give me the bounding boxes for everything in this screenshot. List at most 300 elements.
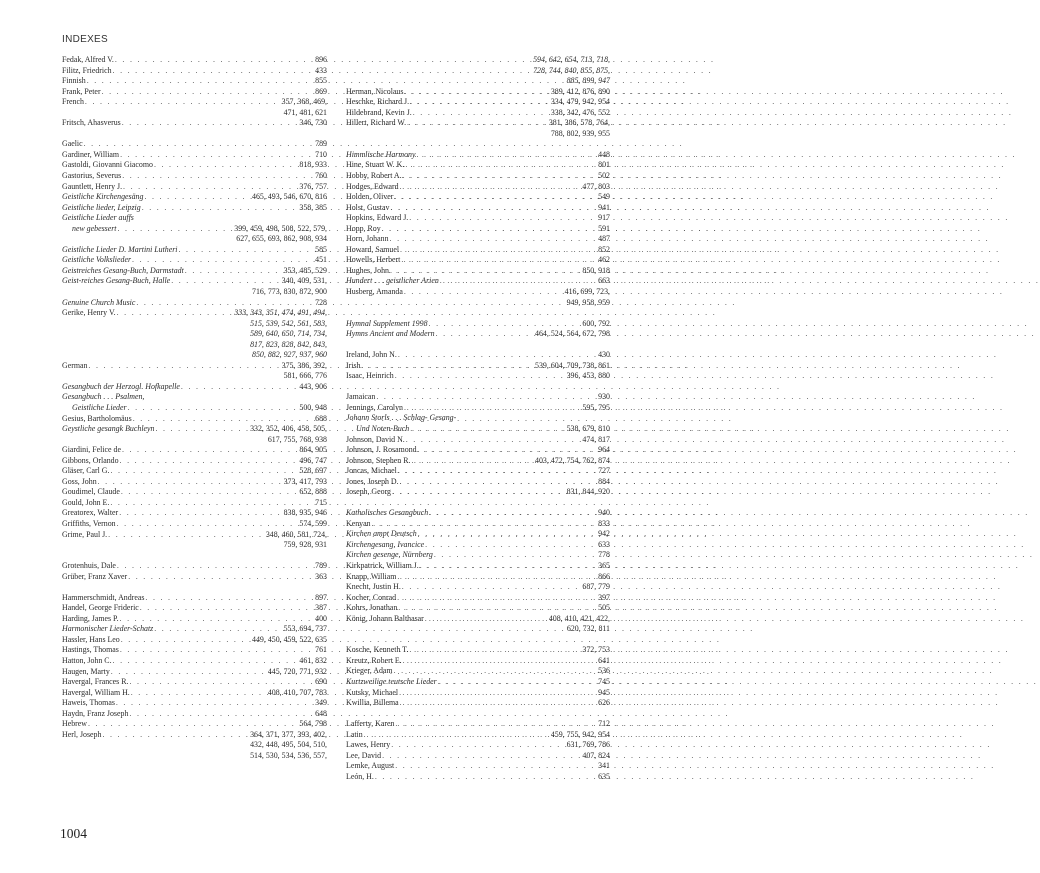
index-entry-line bbox=[62, 498, 327, 509]
index-entry-name: Haydn, Franz Joseph bbox=[62, 708, 129, 718]
index-entry-pages: 400 bbox=[315, 613, 327, 623]
index-entry-line bbox=[62, 392, 327, 403]
index-entry-continuation: 589, 640, 650, 714, 734, bbox=[250, 329, 327, 339]
index-entry-pages: 728 bbox=[315, 297, 327, 307]
index-entry-pages: 365 bbox=[598, 561, 610, 571]
leader-dots bbox=[403, 403, 582, 414]
index-entry-line bbox=[62, 456, 327, 467]
index-entry bbox=[62, 224, 327, 245]
index-entry-line bbox=[346, 719, 610, 730]
index-entry-name: Hillert, Richard W. bbox=[346, 118, 407, 128]
index-entry bbox=[346, 508, 610, 519]
index-entry-pages: 459, 755, 942, 954 bbox=[550, 729, 610, 739]
index-entry bbox=[346, 751, 610, 762]
leader-dots bbox=[360, 361, 535, 372]
index-entry-pages: 690 bbox=[315, 677, 327, 687]
index-entry bbox=[346, 171, 610, 182]
index-entry-line bbox=[346, 224, 610, 235]
index-entry-name: Finnish bbox=[62, 76, 86, 86]
leader-dots bbox=[128, 709, 315, 720]
index-entry-line bbox=[62, 224, 327, 235]
index-entry bbox=[346, 529, 610, 540]
leader-dots bbox=[154, 424, 250, 435]
index-entry-line bbox=[62, 603, 327, 614]
index-entry-line bbox=[62, 255, 327, 266]
leader-dots bbox=[119, 645, 315, 656]
index-entry-pages: 789 bbox=[315, 561, 327, 571]
index-entry-name: Fedak, Alfred V. bbox=[62, 55, 114, 64]
index-entry-line bbox=[346, 276, 610, 287]
leader-dots bbox=[424, 614, 549, 625]
index-entry-line bbox=[346, 603, 610, 614]
index-entry-pages: 688 bbox=[315, 413, 327, 423]
index-entry bbox=[62, 87, 327, 98]
index-entry bbox=[346, 224, 610, 235]
leader-dots bbox=[417, 529, 598, 540]
index-entry-line bbox=[62, 719, 327, 730]
index-entry-name: Genuine Church Music bbox=[62, 297, 136, 307]
index-entry bbox=[62, 709, 327, 720]
index-entry bbox=[346, 97, 610, 108]
index-entry-pages: 445, 720, 771, 932 bbox=[267, 666, 327, 676]
index-entry-name: Kenyan bbox=[346, 518, 371, 528]
leader-dots bbox=[139, 603, 315, 614]
index-entry-line bbox=[346, 666, 610, 677]
leader-dots bbox=[389, 234, 599, 245]
leader-dots bbox=[417, 445, 599, 456]
leader-dots bbox=[405, 435, 583, 446]
index-entry-pages: 663 bbox=[598, 276, 610, 286]
index-entry bbox=[346, 582, 610, 593]
index-entry-pages: 641 bbox=[598, 655, 610, 665]
index-entry bbox=[62, 624, 327, 635]
index-entry-line bbox=[346, 213, 610, 224]
index-entry-pages: 833 bbox=[598, 518, 610, 528]
index-entry-name: Greatorex, Walter bbox=[62, 508, 119, 518]
index-entry-name: König, Johann Balthasar bbox=[346, 613, 424, 623]
index-entry bbox=[62, 572, 327, 583]
index-entry-name: Gould, John E. bbox=[62, 497, 110, 507]
index-entry-line bbox=[346, 87, 610, 98]
leader-dots bbox=[170, 276, 281, 287]
leader-dots bbox=[84, 97, 282, 108]
leader-dots bbox=[375, 392, 598, 403]
index-entry-pages: 341 bbox=[598, 761, 610, 771]
leader-dots bbox=[381, 751, 582, 762]
index-entry-line bbox=[346, 677, 610, 688]
index-entry bbox=[62, 656, 327, 667]
index-entry-line bbox=[62, 171, 327, 182]
index-entry-pages: 416, 699, 723, bbox=[564, 286, 610, 296]
index-entry-name: Johnson, Stephen R. bbox=[346, 455, 411, 465]
index-entry-name: Holden, Oliver bbox=[346, 192, 394, 202]
index-entry bbox=[346, 276, 610, 287]
index-entry bbox=[346, 424, 610, 435]
leader-dots bbox=[363, 730, 551, 741]
index-entry-pages: 727 bbox=[598, 466, 610, 476]
index-entry-name: Griffiths, Vernon bbox=[62, 519, 116, 529]
index-entry-pages: 443, 906 bbox=[299, 381, 327, 391]
index-entry-pages: 364, 371, 377, 393, 402, bbox=[250, 729, 327, 739]
index-entry-name: Kirkpatrick, William J. bbox=[346, 561, 419, 571]
index-entry-pages: 372, 753 bbox=[582, 645, 610, 655]
index-entry-pages: 538, 679, 810 bbox=[566, 423, 610, 433]
index-entry bbox=[62, 477, 327, 488]
leader-dots bbox=[437, 677, 598, 688]
index-entry bbox=[346, 772, 610, 783]
index-entry-pages: 564, 798 bbox=[299, 719, 327, 729]
index-entry-pages: 363 bbox=[315, 571, 327, 581]
index-entry bbox=[346, 192, 610, 203]
index-entry-line bbox=[62, 635, 327, 646]
leader-dots bbox=[398, 688, 598, 699]
leader-dots bbox=[428, 319, 583, 330]
index-entry-name: Hymnal Supplement 1998 bbox=[346, 318, 428, 328]
index-entry-pages: 941 bbox=[598, 202, 610, 212]
index-entry-pages: 536 bbox=[598, 666, 610, 676]
index-entry bbox=[62, 392, 327, 403]
index-entry bbox=[62, 667, 327, 678]
index-entry bbox=[62, 498, 327, 509]
index-entry-pages: 761 bbox=[315, 645, 327, 655]
index-entry-pages: 387 bbox=[315, 603, 327, 613]
index-entry-pages: 964 bbox=[598, 445, 610, 455]
leader-dots bbox=[107, 530, 266, 541]
index-entry-line bbox=[346, 466, 610, 477]
index-entry-pages: 852 bbox=[598, 244, 610, 254]
index-entry-continuation: 728, 744, 840, 855, 875, bbox=[533, 65, 610, 75]
index-entry bbox=[346, 266, 610, 277]
index-entry-line bbox=[62, 624, 327, 635]
index-entry-line bbox=[346, 561, 610, 572]
index-entry-continuation: 514, 530, 534, 536, 557, bbox=[250, 750, 327, 760]
index-entry-line bbox=[346, 192, 610, 203]
index-entry bbox=[346, 329, 610, 340]
index-entry-line bbox=[62, 414, 327, 425]
index-entry-pages: 403, 472, 754, 762, 874 bbox=[535, 455, 610, 465]
index-entry-pages: 818, 933 bbox=[299, 160, 327, 170]
index-entry-line bbox=[62, 593, 327, 604]
leader-dots bbox=[415, 150, 598, 161]
leader-dots bbox=[83, 139, 316, 150]
index-entry-name: Hodges, Edward bbox=[346, 181, 399, 191]
leader-dots bbox=[97, 477, 284, 488]
index-entry-pages: 349 bbox=[315, 698, 327, 708]
index-entry bbox=[62, 298, 327, 309]
index-entry-name: Johnson, J. Rosamond bbox=[346, 445, 417, 455]
index-entry-name: Gesangbuch der Herzogl. Hofkapelle bbox=[62, 381, 180, 391]
index-entry bbox=[62, 730, 327, 762]
leader-dots bbox=[116, 308, 235, 319]
leader-dots bbox=[127, 403, 300, 414]
leader-dots bbox=[141, 203, 300, 214]
index-entry-name: Kohrs, Jonathan bbox=[346, 603, 398, 613]
index-entry bbox=[62, 255, 327, 266]
index-entry-pages: 348, 460, 581, 724, bbox=[265, 529, 327, 539]
index-entry bbox=[346, 403, 610, 414]
leader-dots bbox=[121, 118, 300, 129]
index-entry-line bbox=[346, 529, 610, 540]
index-entry-continuation: 885, 899, 947 bbox=[566, 76, 610, 86]
index-entry-name: Katholisches Gesangbuch bbox=[346, 508, 429, 518]
leader-dots bbox=[393, 666, 599, 677]
index-entry-pages: 464, 524, 564, 672, 798 bbox=[535, 329, 610, 339]
index-entry bbox=[62, 561, 327, 572]
index-entry-continuation: 620, 732, 811 bbox=[566, 624, 610, 634]
index-entry bbox=[62, 203, 327, 214]
index-entry-pages: 917 bbox=[598, 213, 610, 223]
index-entry bbox=[62, 66, 327, 77]
index-entry bbox=[346, 730, 610, 741]
index-entry-line bbox=[62, 118, 327, 129]
index-entry bbox=[346, 740, 610, 751]
index-entry-name: Geystliche gesangk Buchleyn bbox=[62, 424, 155, 434]
index-entry bbox=[62, 55, 327, 66]
index-entry-line bbox=[346, 508, 610, 519]
index-entry bbox=[62, 677, 327, 688]
index-entry-pages: 631, 769, 786 bbox=[566, 740, 610, 750]
index-entry-pages: 831, 844, 920 bbox=[566, 487, 610, 497]
index-entry bbox=[62, 456, 327, 467]
index-entry-name: Kocher, Conrad bbox=[346, 592, 397, 602]
leader-dots bbox=[410, 456, 535, 467]
index-entry-name: new gebessert bbox=[72, 223, 117, 233]
index-entry-name: Goss, John bbox=[62, 476, 97, 486]
index-entry bbox=[346, 150, 610, 161]
index-entry-line bbox=[62, 519, 327, 530]
index-entry-name: Herman, Nicolaus bbox=[346, 86, 404, 96]
index-entry-name: Knecht, Justin H. bbox=[346, 582, 401, 592]
index-entry-pages: 945 bbox=[598, 687, 610, 697]
leader-dots bbox=[120, 635, 252, 646]
leader-dots bbox=[116, 519, 300, 530]
leader-dots bbox=[390, 740, 566, 751]
leader-dots bbox=[396, 572, 598, 583]
index-entry bbox=[62, 76, 327, 87]
leader-dots bbox=[402, 171, 599, 182]
index-entry bbox=[346, 761, 610, 772]
index-entry-line bbox=[346, 329, 610, 340]
index-entry-name: Herl, Joseph bbox=[62, 729, 102, 739]
leader-dots bbox=[127, 572, 315, 583]
index-entry-name: Kirchen ampt Deutsch bbox=[346, 529, 417, 539]
index-entry-name: Hildebrand, Kevin J. bbox=[346, 107, 412, 117]
index-entry-pages: 334, 479, 942, 954 bbox=[550, 97, 610, 107]
index-entry bbox=[346, 688, 610, 699]
index-entry-name: Hobby, Robert A. bbox=[346, 170, 402, 180]
index-entry-pages: 448 bbox=[598, 149, 610, 159]
index-entry-line bbox=[346, 413, 610, 424]
index-entry bbox=[62, 698, 327, 709]
index-entry bbox=[346, 255, 610, 266]
index-entry bbox=[62, 139, 327, 150]
leader-dots bbox=[401, 582, 583, 593]
index-entry-pages: 940 bbox=[598, 508, 610, 518]
leader-dots bbox=[435, 329, 535, 340]
leader-dots bbox=[396, 593, 598, 604]
index-entry-name: Grüber, Franz Xaver bbox=[62, 571, 128, 581]
index-entry-name: Krieger, Adam bbox=[346, 666, 393, 676]
index-entry-pages: 502 bbox=[598, 170, 610, 180]
index-entry bbox=[346, 182, 610, 193]
index-entry-name: Gardiner, William bbox=[62, 149, 120, 159]
index-column-left bbox=[62, 55, 327, 762]
leader-dots bbox=[409, 424, 566, 435]
index-entry-line bbox=[346, 266, 610, 277]
index-entry-pages: 528, 697 bbox=[299, 466, 327, 476]
index-entry-pages: 801 bbox=[598, 160, 610, 170]
leader-dots bbox=[394, 371, 567, 382]
index-entry-pages: 487 bbox=[598, 234, 610, 244]
index-entry bbox=[62, 266, 327, 277]
index-entry-pages: 574, 599 bbox=[299, 519, 327, 529]
index-entry-pages: 449, 450, 459, 522, 635 bbox=[252, 634, 327, 644]
index-entry-line bbox=[62, 160, 327, 171]
index-entry-name: Howells, Herbert bbox=[346, 255, 401, 265]
leader-dots bbox=[419, 561, 598, 572]
index-entry-name: Gaelic bbox=[62, 139, 83, 149]
index-entry-pages: 399, 459, 498, 508, 522, 579, bbox=[234, 223, 327, 233]
leader-dots bbox=[394, 761, 598, 772]
leader-dots bbox=[439, 276, 598, 287]
index-entry-line bbox=[62, 266, 327, 277]
index-entry-line bbox=[346, 435, 610, 446]
leader-dots bbox=[403, 87, 550, 98]
index-entry-pages: 407, 824 bbox=[582, 750, 610, 760]
leader-dots bbox=[112, 66, 316, 77]
index-entry-line bbox=[62, 487, 327, 498]
index-entry-name: Hebrew bbox=[62, 719, 87, 729]
index-entry bbox=[62, 213, 327, 224]
index-entry-name: French bbox=[62, 97, 84, 107]
index-entry bbox=[62, 635, 327, 646]
index-entry-name: Heschke, Richard J. bbox=[346, 97, 410, 107]
index-entry-name: Geistliche Lieder D. Martini Lutheri bbox=[62, 244, 178, 254]
index-entry bbox=[346, 361, 610, 372]
leader-dots bbox=[389, 203, 598, 214]
index-entry-line bbox=[62, 76, 327, 87]
index-entry-line bbox=[62, 508, 327, 519]
index-entry-pages: 340, 409, 531, bbox=[281, 276, 327, 286]
leader-dots bbox=[404, 160, 598, 171]
index-entry-pages: 635 bbox=[598, 771, 610, 781]
index-entry-pages: 465, 493, 546, 670, 816 bbox=[252, 192, 327, 202]
index-entry bbox=[62, 245, 327, 256]
index-entry-name: Hatton, John C. bbox=[62, 656, 112, 666]
index-entry-name: Hymns Ancient and Modern bbox=[346, 329, 435, 339]
leader-dots bbox=[403, 287, 565, 298]
index-entry-name: Ireland, John N. bbox=[346, 350, 397, 360]
leader-dots bbox=[135, 298, 315, 309]
index-entry-name: Joseph, Georg bbox=[346, 487, 392, 497]
leader-dots bbox=[393, 192, 598, 203]
index-entry-name: Hine, Stuart W. K. bbox=[346, 160, 405, 170]
index-entry-pages: 745 bbox=[598, 676, 610, 686]
leader-dots bbox=[428, 508, 598, 519]
index-entry-name: León, H. bbox=[346, 771, 374, 781]
leader-dots bbox=[371, 519, 599, 530]
index-entry-pages: 375, 386, 392, bbox=[281, 360, 327, 370]
index-entry-name: Husberg, Amanda bbox=[346, 286, 403, 296]
index-entry-line bbox=[346, 540, 610, 551]
leader-dots bbox=[128, 677, 315, 688]
index-entry bbox=[62, 308, 327, 361]
index-entry-line bbox=[62, 677, 327, 688]
index-entry bbox=[346, 561, 610, 572]
index-entry-line bbox=[346, 730, 610, 741]
index-entry-pages: 408, 410, 707, 783 bbox=[267, 687, 327, 697]
index-entry-continuation: 850, 882, 927, 937, 960 bbox=[252, 350, 327, 360]
index-entry bbox=[346, 719, 610, 730]
index-entry bbox=[62, 424, 327, 445]
index-entry bbox=[346, 593, 610, 604]
index-entry-line bbox=[346, 361, 610, 372]
index-entry-pages: 600, 792 bbox=[582, 318, 610, 328]
leader-dots bbox=[101, 730, 250, 741]
index-entry-line bbox=[62, 361, 327, 372]
index-entry-line bbox=[346, 751, 610, 762]
index-entry-line bbox=[346, 582, 610, 593]
index-entry-name: Lemke, August bbox=[346, 761, 395, 771]
leader-dots bbox=[184, 266, 284, 277]
index-entry bbox=[62, 508, 327, 519]
index-entry bbox=[62, 382, 327, 393]
index-entry-name: Geistliche Kirchengesäng bbox=[62, 192, 144, 202]
index-entry-name: German bbox=[62, 360, 88, 370]
leader-dots bbox=[412, 108, 551, 119]
index-entry-line bbox=[62, 87, 327, 98]
index-entry-name: Geistliche lieder, Leipzig bbox=[62, 202, 141, 212]
index-entry-name: Gibbons, Orlando bbox=[62, 455, 119, 465]
index-entry-line bbox=[62, 477, 327, 488]
index-entry-pages: 451 bbox=[315, 255, 327, 265]
index-entry-continuation: 716, 773, 830, 872, 900 bbox=[252, 286, 327, 296]
index-entry-line bbox=[346, 614, 610, 625]
index-entry-name: Gerike, Henry V. bbox=[62, 308, 116, 318]
index-entry-pages: 866 bbox=[598, 571, 610, 581]
index-entry-pages: 376, 757 bbox=[299, 181, 327, 191]
index-entry bbox=[346, 487, 610, 498]
leader-dots bbox=[394, 719, 598, 730]
leader-dots bbox=[402, 656, 599, 667]
index-entry-line bbox=[346, 698, 610, 709]
index-entry-line bbox=[62, 182, 327, 193]
leader-dots bbox=[121, 445, 299, 456]
index-entry-pages: 408, 410, 421, 422, bbox=[548, 613, 610, 623]
index-entry-name: Hastings, Thomas bbox=[62, 645, 119, 655]
index-entry-name: Haweis, Thomas bbox=[62, 698, 115, 708]
index-entry-line bbox=[346, 487, 610, 498]
index-entry bbox=[62, 445, 327, 456]
leader-dots bbox=[117, 224, 235, 235]
index-entry-name: Latin bbox=[346, 729, 363, 739]
index-entry bbox=[346, 234, 610, 245]
index-entry-continuation: 788, 802, 939, 955 bbox=[550, 128, 610, 138]
index-entry-name: Gläser, Carl G. bbox=[62, 466, 110, 476]
index-entry-name: Lee, David bbox=[346, 750, 382, 760]
index-entry-pages: 474, 817 bbox=[582, 434, 610, 444]
index-entry bbox=[346, 445, 610, 456]
index-entry bbox=[62, 487, 327, 498]
leader-dots bbox=[408, 213, 598, 224]
leader-dots bbox=[120, 487, 300, 498]
index-entry-pages: 591 bbox=[598, 223, 610, 233]
index-entry-continuation: 594, 642, 654, 713, 718, bbox=[533, 55, 610, 64]
index-entry-line bbox=[346, 371, 610, 382]
index-entry-line bbox=[346, 656, 610, 667]
leader-dots bbox=[153, 160, 299, 171]
index-entry-name: Und Noten-Buch bbox=[356, 423, 410, 433]
